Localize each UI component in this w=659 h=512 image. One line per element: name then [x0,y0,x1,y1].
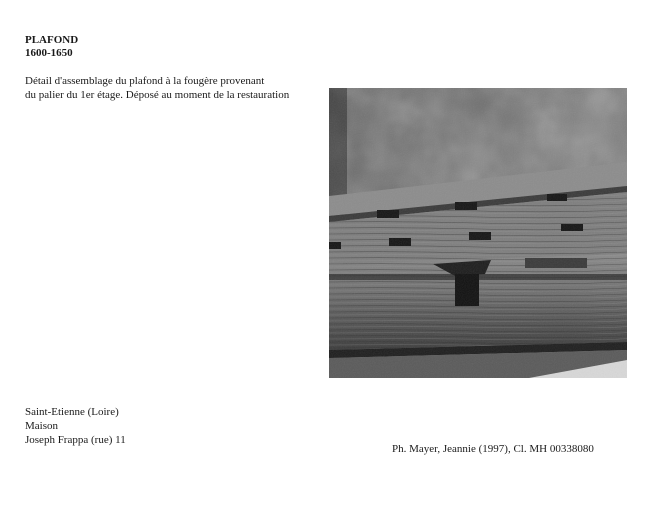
record-location [25,405,126,447]
ceiling-photo [329,88,627,378]
location-street: Joseph Frappa (rue) 11 [25,434,126,446]
record-dates: 1600-1650 [25,47,73,59]
record-description [25,74,289,102]
location-city: Saint-Etienne (Loire) [25,406,119,418]
description-line-2: du palier du 1er étage. Déposé au moment de la restauration [25,89,290,101]
location-building: Maison [25,420,58,432]
record-title: PLAFOND [25,34,79,46]
description-line-1: Détail d'assemblage du plafond à la fougère provenant [25,75,265,87]
photo-credit: Ph. Mayer, Jeannie (1997), Cl. MH 00338080 [392,443,594,455]
